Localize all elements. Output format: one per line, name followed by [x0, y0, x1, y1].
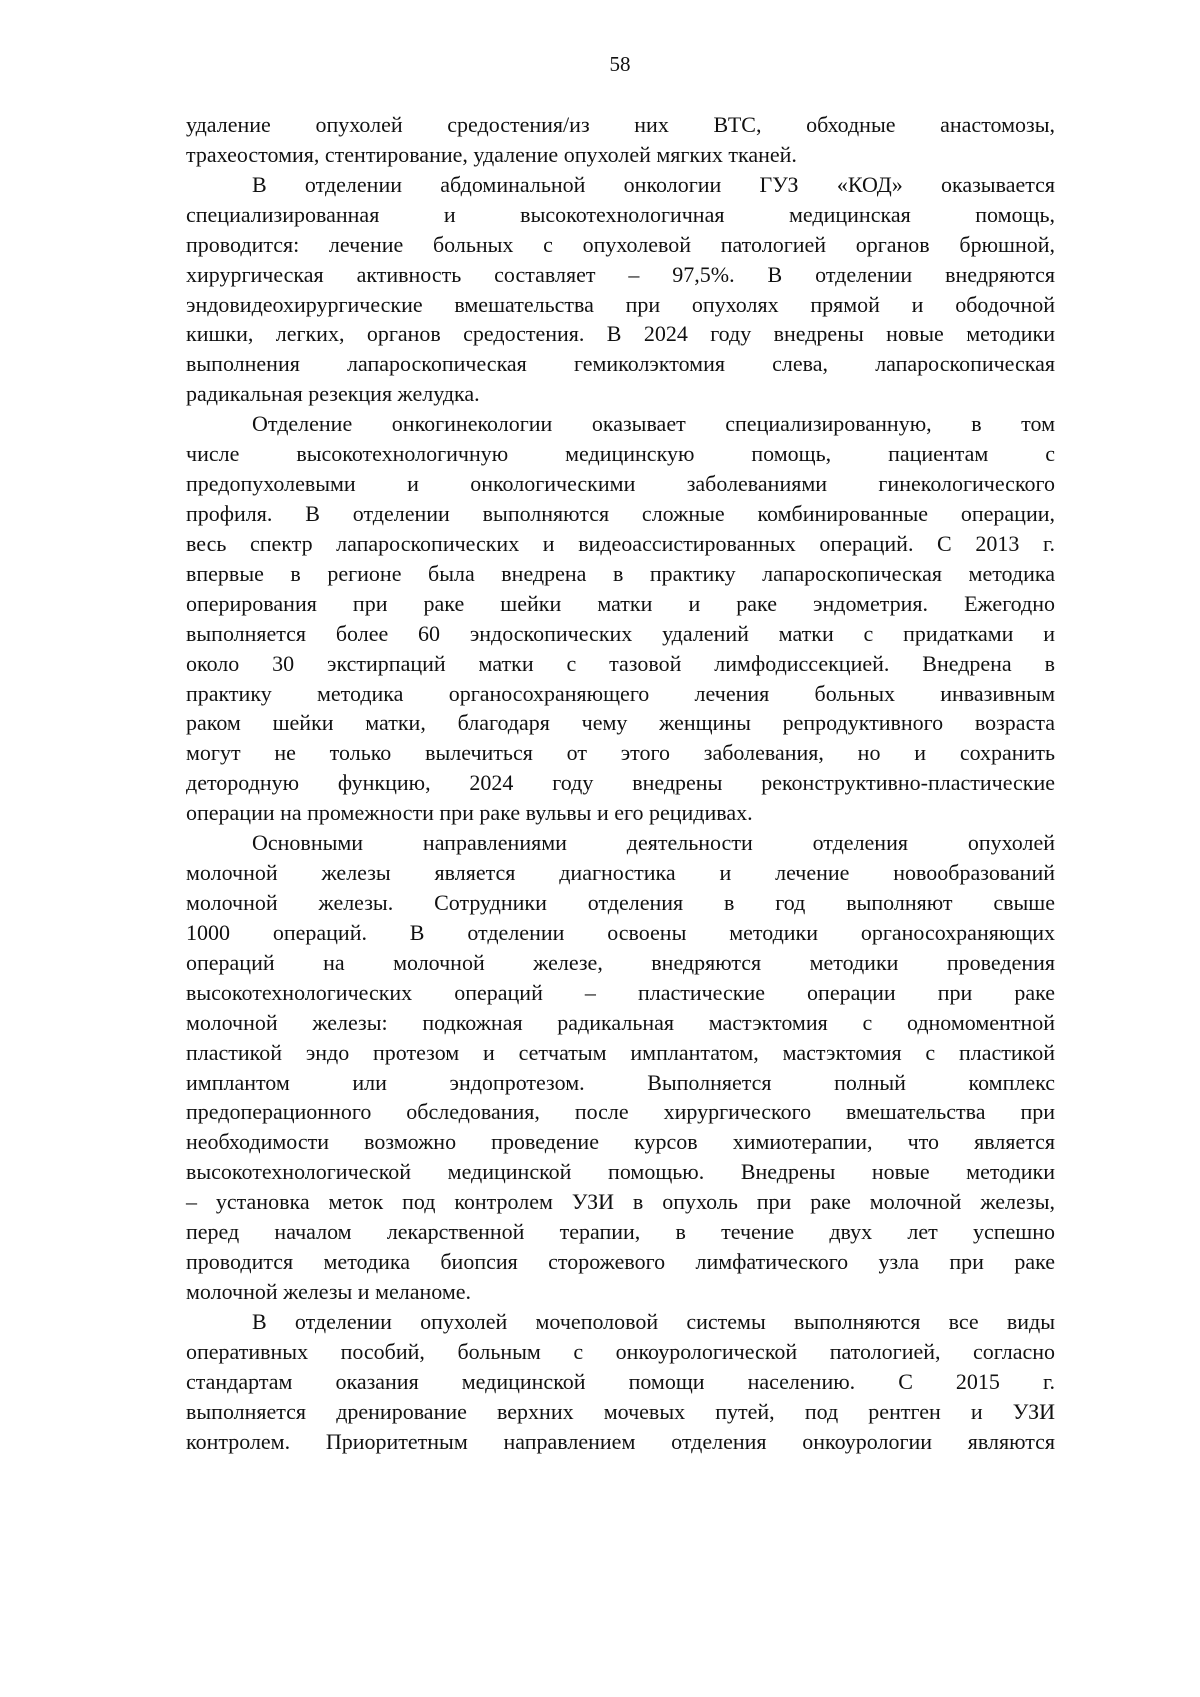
text-line: выполнения лапароскопическая гемиколэктомия слева, лапароскопическая — [186, 351, 1055, 377]
text-line: числе высокотехнологичную медицинскую помощь, пациентам с — [186, 441, 1055, 467]
text-line: практику методика органосохраняющего лечения больных инвазивным — [186, 680, 1055, 706]
text-line: хирургическая активность составляет – 97,5%. В отделении внедряются — [186, 261, 1055, 287]
text-line: проводится: лечение больных с опухолевой патологией органов брюшной, — [186, 231, 1055, 257]
text-line: впервые в регионе была внедрена в практику лапароскопическая методика — [186, 560, 1055, 586]
text-line: 1000 операций. В отделении освоены методики органосохраняющих — [186, 919, 1055, 945]
text-line: В отделении опухолей мочеполовой системы выполняются все виды — [252, 1308, 1055, 1334]
text-line: выполняется дренирование верхних мочевых путей, под рентген и УЗИ — [186, 1398, 1055, 1424]
text-line: операции на промежности при раке вульвы и его рецидивах. — [186, 800, 753, 826]
text-line: необходимости возможно проведение курсов химиотерапии, что является — [186, 1129, 1055, 1155]
text-line: Основными направлениями деятельности отделения опухолей — [252, 830, 1055, 856]
text-line: молочной железы. Сотрудники отделения в год выполняют свыше — [186, 889, 1055, 915]
text-line: могут не только вылечиться от этого заболевания, но и сохранить — [186, 740, 1055, 766]
text-line: около 30 экстирпаций матки с тазовой лимфодиссекцией. Внедрена в — [186, 650, 1055, 676]
text-line: удаление опухолей средостения/из них ВТС, обходные анастомозы, — [186, 112, 1055, 137]
text-line: молочной железы является диагностика и лечение новообразований — [186, 860, 1055, 886]
text-line: высокотехнологических операций – пластические операции при раке — [186, 979, 1055, 1005]
text-line: эндовидеохирургические вмешательства при опухолях прямой и ободочной — [186, 291, 1055, 317]
paragraph — [186, 828, 1055, 1307]
text-line: весь спектр лапароскопических и видеоассистированных операций. С 2013 г. — [186, 530, 1055, 556]
text-line: предоперационного обследования, после хирургического вмешательства при — [186, 1099, 1055, 1125]
text-line: выполняется более 60 эндоскопических удалений матки с придатками и — [186, 620, 1055, 646]
text-line: пластикой эндо протезом и сетчатым имплантатом, мастэктомия с пластикой — [186, 1039, 1055, 1065]
document-body — [186, 110, 1055, 1456]
text-line: трахеостомия, стентирование, удаление опухолей мягких тканей. — [186, 141, 797, 167]
text-line: профиля. В отделении выполняются сложные комбинированные операции, — [186, 500, 1055, 526]
page-number: 58 — [609, 52, 631, 76]
paragraph — [186, 1307, 1055, 1457]
text-line: имплантом или эндопротезом. Выполняется полный комплекс — [186, 1069, 1055, 1095]
paragraph — [186, 409, 1055, 828]
text-line: перед началом лекарственной терапии, в течение двух лет успешно — [186, 1219, 1055, 1245]
text-line: кишки, легких, органов средостения. В 2024 году внедрены новые методики — [186, 321, 1055, 347]
text-line: В отделении абдоминальной онкологии ГУЗ «КОД» оказывается — [252, 171, 1055, 197]
text-line: раком шейки матки, благодаря чему женщины репродуктивного возраста — [186, 710, 1055, 736]
text-line: контролем. Приоритетным направлением отделения онкоурологии являются — [186, 1428, 1055, 1454]
text-line: стандартам оказания медицинской помощи населению. С 2015 г. — [186, 1368, 1055, 1394]
paragraph — [186, 110, 1055, 170]
text-line: радикальная резекция желудка. — [186, 381, 480, 407]
text-line: специализированная и высокотехнологичная медицинская помощь, — [186, 201, 1055, 227]
text-line: молочной железы: подкожная радикальная мастэктомия с одномоментной — [186, 1009, 1055, 1035]
paragraph — [186, 170, 1055, 409]
text-line: – установка меток под контролем УЗИ в опухоль при раке молочной железы, — [186, 1189, 1055, 1215]
text-line: высокотехнологической медицинской помощью. Внедрены новые методики — [186, 1159, 1055, 1185]
text-line: проводится методика биопсия сторожевого лимфатического узла при раке — [186, 1249, 1055, 1275]
text-line: Отделение онкогинекологии оказывает специализированную, в том — [252, 411, 1055, 437]
text-line: операций на молочной железе, внедряются методики проведения — [186, 949, 1055, 975]
text-line: оперативных пособий, больным с онкоурологической патологией, согласно — [186, 1338, 1055, 1364]
text-line: детородную функцию, 2024 году внедрены реконструктивно-пластические — [186, 770, 1055, 796]
text-line: молочной железы и меланоме. — [186, 1278, 472, 1304]
text-line: предопухолевыми и онкологическими заболеваниями гинекологического — [186, 471, 1055, 497]
text-line: оперирования при раке шейки матки и раке эндометрия. Ежегодно — [186, 590, 1055, 616]
